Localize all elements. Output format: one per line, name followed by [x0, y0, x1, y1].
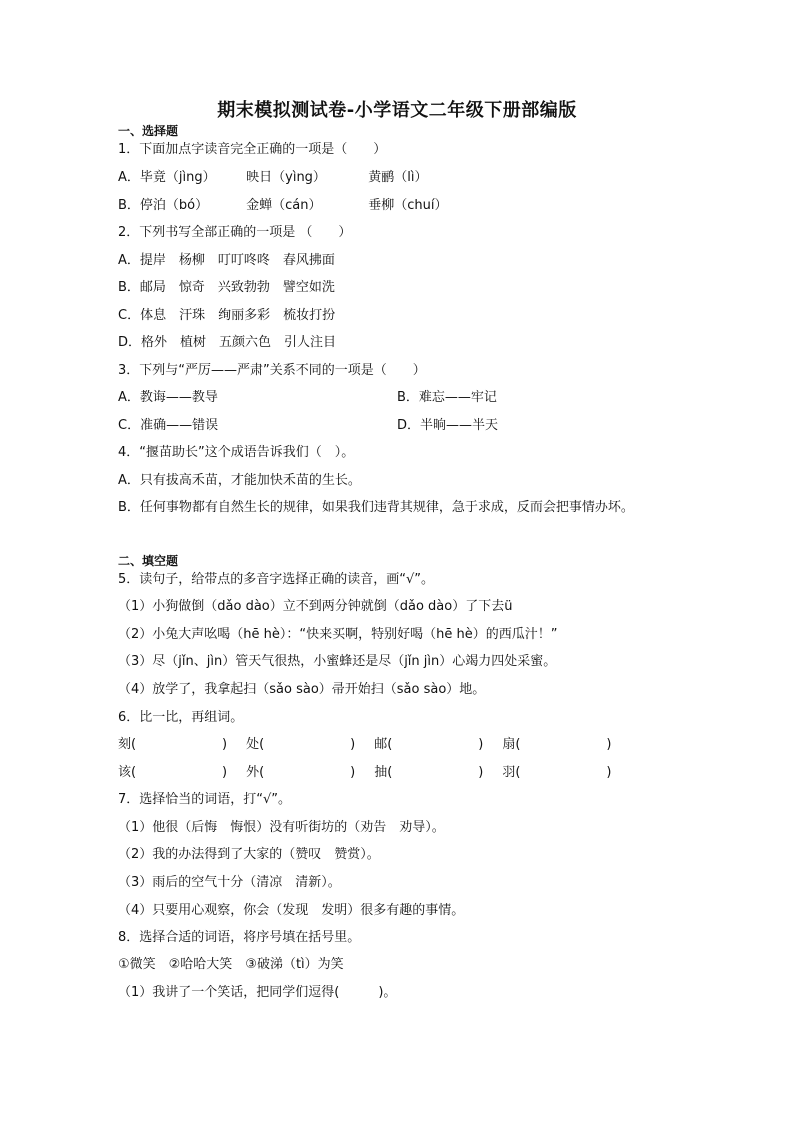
q7-stem: 7．选择恰当的词语，打“√”。	[118, 792, 292, 807]
q3-option-a: A．教诲——教导	[118, 390, 218, 405]
q6-r1-close-2: )	[350, 737, 356, 752]
q6-r2-char-1: 该(	[118, 765, 137, 780]
q6-r1-char-4: 扇(	[502, 737, 521, 752]
q7-sentence-2: （2）我的办法得到了大家的（赞叹 赞赏）。	[118, 847, 380, 862]
q7-sentence-4: （4）只要用心观察，你会（发现 发明）很多有趣的事情。	[118, 903, 465, 918]
q2-option-d: D．格外 植树 五颜六色 引人注目	[118, 335, 337, 350]
q8-sentence-1: （1）我讲了一个笑话，把同学们逗得( )。	[118, 985, 397, 1000]
q2-option-b: B．邮局 惊奇 兴致勃勃 譬空如洗	[118, 280, 335, 295]
q5-sentence-2: （2）小兔大声吆喝（hē hè）：“快来买啊，特别好喝（hē hè）的西瓜汁！”	[118, 627, 558, 642]
q6-r2-close-2: )	[350, 765, 356, 780]
q6-r1-close-4: )	[606, 737, 612, 752]
q2-stem: 2．下列书写全部正确的一项是 （ ）	[118, 225, 352, 240]
q6-r1-close-3: )	[478, 737, 484, 752]
q6-stem: 6．比一比，再组词。	[118, 710, 244, 725]
q7-sentence-3: （3）雨后的空气十分（清凉 清新）。	[118, 875, 341, 890]
q6-r2-char-3: 抽(	[374, 765, 393, 780]
q6-r1-char-3: 邮(	[374, 737, 393, 752]
q6-r1-close-1: )	[222, 737, 228, 752]
q2-option-c: C．体息 汗珠 绚丽多彩 梳妆打扮	[118, 308, 336, 323]
q2-option-a: A．提岸 杨柳 叮叮咚咚 春风拂面	[118, 253, 335, 268]
q1-b-2: 金蝉（cán）	[246, 198, 322, 213]
q4-option-b: B．任何事物都有自然生长的规律，如果我们违背其规律，急于求成，反而会把事情办坏。	[118, 500, 634, 515]
q6-r1-char-1: 刻(	[118, 737, 137, 752]
section-heading-choice: 一、选择题	[118, 124, 179, 138]
q6-row-1	[118, 736, 612, 754]
q4-option-a: A．只有拔高禾苗，才能加快禾苗的生长。	[118, 473, 361, 488]
q5-sentence-4: （4）放学了，我拿起扫（sǎo sào）帚开始扫（sǎo sào）地。	[118, 682, 486, 697]
q6-r1-char-2: 处(	[246, 737, 265, 752]
q6-r2-char-2: 外(	[246, 765, 265, 780]
q4-stem: 4．“揠苗助长”这个成语告诉我们（ ）。	[118, 445, 355, 460]
q1-a-3: 黄鹂（lì）	[368, 170, 428, 185]
q6-r2-close-4: )	[606, 765, 612, 780]
q1-a-2: 映日（yìng）	[246, 170, 326, 185]
q1-option-b	[118, 197, 448, 215]
q1-a-1: A．毕竟（jìng）	[118, 170, 216, 185]
q3-option-b: B．难忘——牢记	[397, 390, 497, 405]
q1-b-3: 垂柳（chuí）	[368, 198, 448, 213]
q6-r2-close-3: )	[478, 765, 484, 780]
q6-r2-char-4: 羽(	[502, 765, 521, 780]
section-heading-fill: 二、填空题	[118, 554, 179, 568]
q5-sentence-3: （3）尽（jǐn、jìn）管天气很热，小蜜蜂还是尽（jǐn jìn）心竭力四处采蜜。	[118, 654, 557, 669]
q5-stem: 5．读句子，给带点的多音字选择正确的读音，画“√”。	[118, 572, 435, 587]
q7-sentence-1: （1）他很（后悔 悔恨）没有听街坊的（劝告 劝导）。	[118, 820, 445, 835]
q3-option-d: D．半晌——半天	[397, 418, 499, 433]
q1-stem: 1．下面加点字读音完全正确的一项是（ ）	[118, 142, 387, 157]
q1-b-1: B．停泊（bó）	[118, 198, 209, 213]
q8-options: ①微笑 ②哈哈大笑 ③破涕（tì）为笑	[118, 957, 344, 972]
q6-row-2	[118, 764, 612, 782]
q8-stem: 8．选择合适的词语，将序号填在括号里。	[118, 930, 361, 945]
q5-sentence-1: （1）小狗做倒（dǎo dào）立不到两分钟就倒（dǎo dào）了下去ü	[118, 599, 513, 614]
page-title: 期末模拟测试卷-小学语文二年级下册部编版	[217, 100, 577, 121]
q6-r2-close-1: )	[222, 765, 228, 780]
q1-option-a	[118, 169, 428, 187]
q3-option-c: C．准确——错误	[118, 418, 219, 433]
q3-stem: 3．下列与“严厉——严肃”关系不同的一项是（ ）	[118, 363, 426, 378]
